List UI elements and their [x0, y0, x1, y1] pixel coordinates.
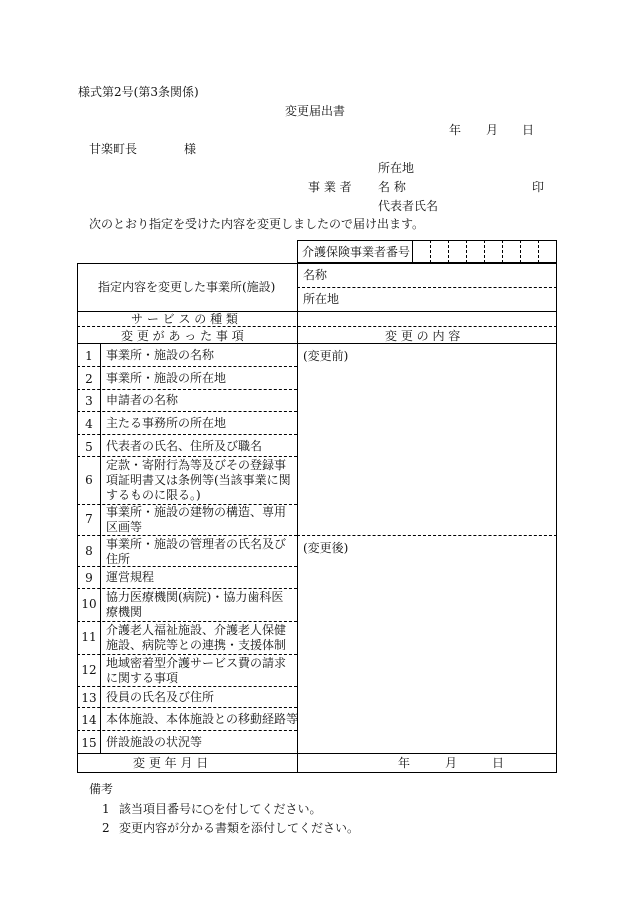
item-text: 役員の氏名及び住所	[106, 690, 215, 704]
facility-divider	[297, 287, 557, 288]
row-line	[77, 588, 297, 589]
row-line	[77, 343, 557, 344]
seal-mark: 印	[532, 180, 545, 194]
row-line	[77, 366, 297, 367]
item-number: 12	[81, 663, 97, 677]
item-number: 1	[85, 349, 93, 363]
provider-number-divider	[412, 240, 413, 263]
change-date-year: 年	[398, 756, 411, 770]
item-number-divider	[100, 343, 101, 753]
item-text: 事業所・施設の名称	[106, 348, 215, 362]
change-date-label: 変 更 年 月 日	[133, 756, 209, 770]
item-number: 10	[81, 597, 97, 611]
row-line	[77, 707, 297, 708]
item-text: 介護老人福祉施設、介護老人保健施設、病院等との連携・支援体制	[106, 623, 287, 652]
intro-text: 次のとおり指定を受けた内容を変更しましたので届け出ます。	[89, 217, 425, 231]
item-number: 15	[81, 736, 97, 750]
item-text: 協力医療機関(病院)・協力歯科医療機関	[106, 590, 284, 619]
applicant-location-label: 所在地	[378, 161, 415, 175]
row-line	[77, 654, 297, 655]
provider-digit-divider	[430, 240, 431, 263]
after-label: (変更後)	[303, 541, 349, 555]
provider-digit-divider	[520, 240, 521, 263]
form-title: 変更届出書	[285, 104, 346, 118]
notes-title: 備考	[89, 782, 114, 796]
facility-name-label: 名称	[303, 268, 328, 282]
provider-digit-divider	[484, 240, 485, 263]
applicant-name-label: 名 称	[378, 180, 406, 194]
item-number: 8	[85, 544, 93, 558]
item-number: 2	[85, 372, 93, 386]
provider-digit-divider	[466, 240, 467, 263]
provider-digit-divider	[448, 240, 449, 263]
item-number: 4	[85, 417, 93, 431]
row-line	[77, 753, 557, 754]
item-number: 7	[85, 512, 93, 526]
row-line	[77, 566, 297, 567]
form-number: 様式第2号(第3条関係)	[78, 85, 199, 99]
provider-digit-divider	[538, 240, 539, 263]
note-number: 1	[102, 802, 110, 816]
row-line	[77, 456, 297, 457]
provider-number-label: 介護保険事業者番号	[302, 245, 411, 259]
facility-label: 指定内容を変更した事業所(施設)	[98, 280, 276, 294]
item-text: 事業所・施設の管理者の氏名及び住所	[106, 537, 287, 566]
item-text: 代表者の氏名、住所及び職名	[106, 439, 263, 453]
item-text: 事業所・施設の所在地	[106, 371, 227, 385]
date-year: 年	[449, 123, 462, 137]
item-number: 6	[85, 473, 93, 487]
item-text: 申請者の名称	[106, 393, 179, 407]
change-date-month: 月	[445, 756, 458, 770]
item-number: 3	[85, 394, 93, 408]
item-text: 運営規程	[106, 570, 155, 584]
item-text: 本体施設、本体施設との移動経路等	[106, 712, 299, 726]
item-number: 5	[85, 440, 93, 454]
facility-location-label: 所在地	[303, 292, 340, 306]
note-number: 2	[102, 821, 110, 835]
row-line	[77, 434, 297, 435]
item-number: 13	[81, 691, 97, 705]
note-text: 該当項目番号に○を付してください。	[119, 802, 322, 816]
row-line	[77, 326, 557, 327]
provider-digit-divider	[502, 240, 503, 263]
column-divider	[297, 263, 298, 773]
item-number: 9	[85, 571, 93, 585]
item-text: 事業所・施設の建物の構造、専用区画等	[106, 505, 287, 534]
date-month: 月	[486, 123, 499, 137]
before-after-divider	[297, 535, 557, 536]
row-line	[77, 621, 297, 622]
applicant-representative-label: 代表者氏名	[378, 199, 439, 213]
item-number: 14	[81, 713, 97, 727]
row-line	[77, 730, 297, 731]
item-number: 11	[81, 630, 97, 644]
item-text: 併設施設の状況等	[106, 735, 203, 749]
changed-item-header: 変 更 が あ っ た 事 項	[121, 329, 244, 343]
item-text: 主たる事務所の所在地	[106, 416, 227, 430]
note-text: 変更内容が分かる書類を添付してください。	[119, 821, 360, 835]
honorific: 様	[184, 142, 197, 156]
applicant-role-label: 事 業 者	[308, 180, 352, 194]
row-line	[77, 411, 297, 412]
change-date-day: 日	[492, 756, 505, 770]
item-text: 定款・寄附行為等及びその登録事項証明書又は条例等(当該事業に関するものに限る。)	[106, 458, 291, 502]
item-text: 地域密着型介護サービス費の請求に関する事項	[106, 656, 287, 685]
date-day: 日	[522, 123, 535, 137]
change-content-header: 変 更 の 内 容	[385, 329, 461, 343]
row-line	[77, 535, 297, 536]
addressee: 甘楽町長	[89, 142, 138, 156]
row-line	[77, 686, 297, 687]
service-type-label: サ ー ビ ス の 種 類	[131, 312, 238, 326]
before-label: (変更前)	[303, 349, 349, 363]
row-line	[77, 389, 297, 390]
